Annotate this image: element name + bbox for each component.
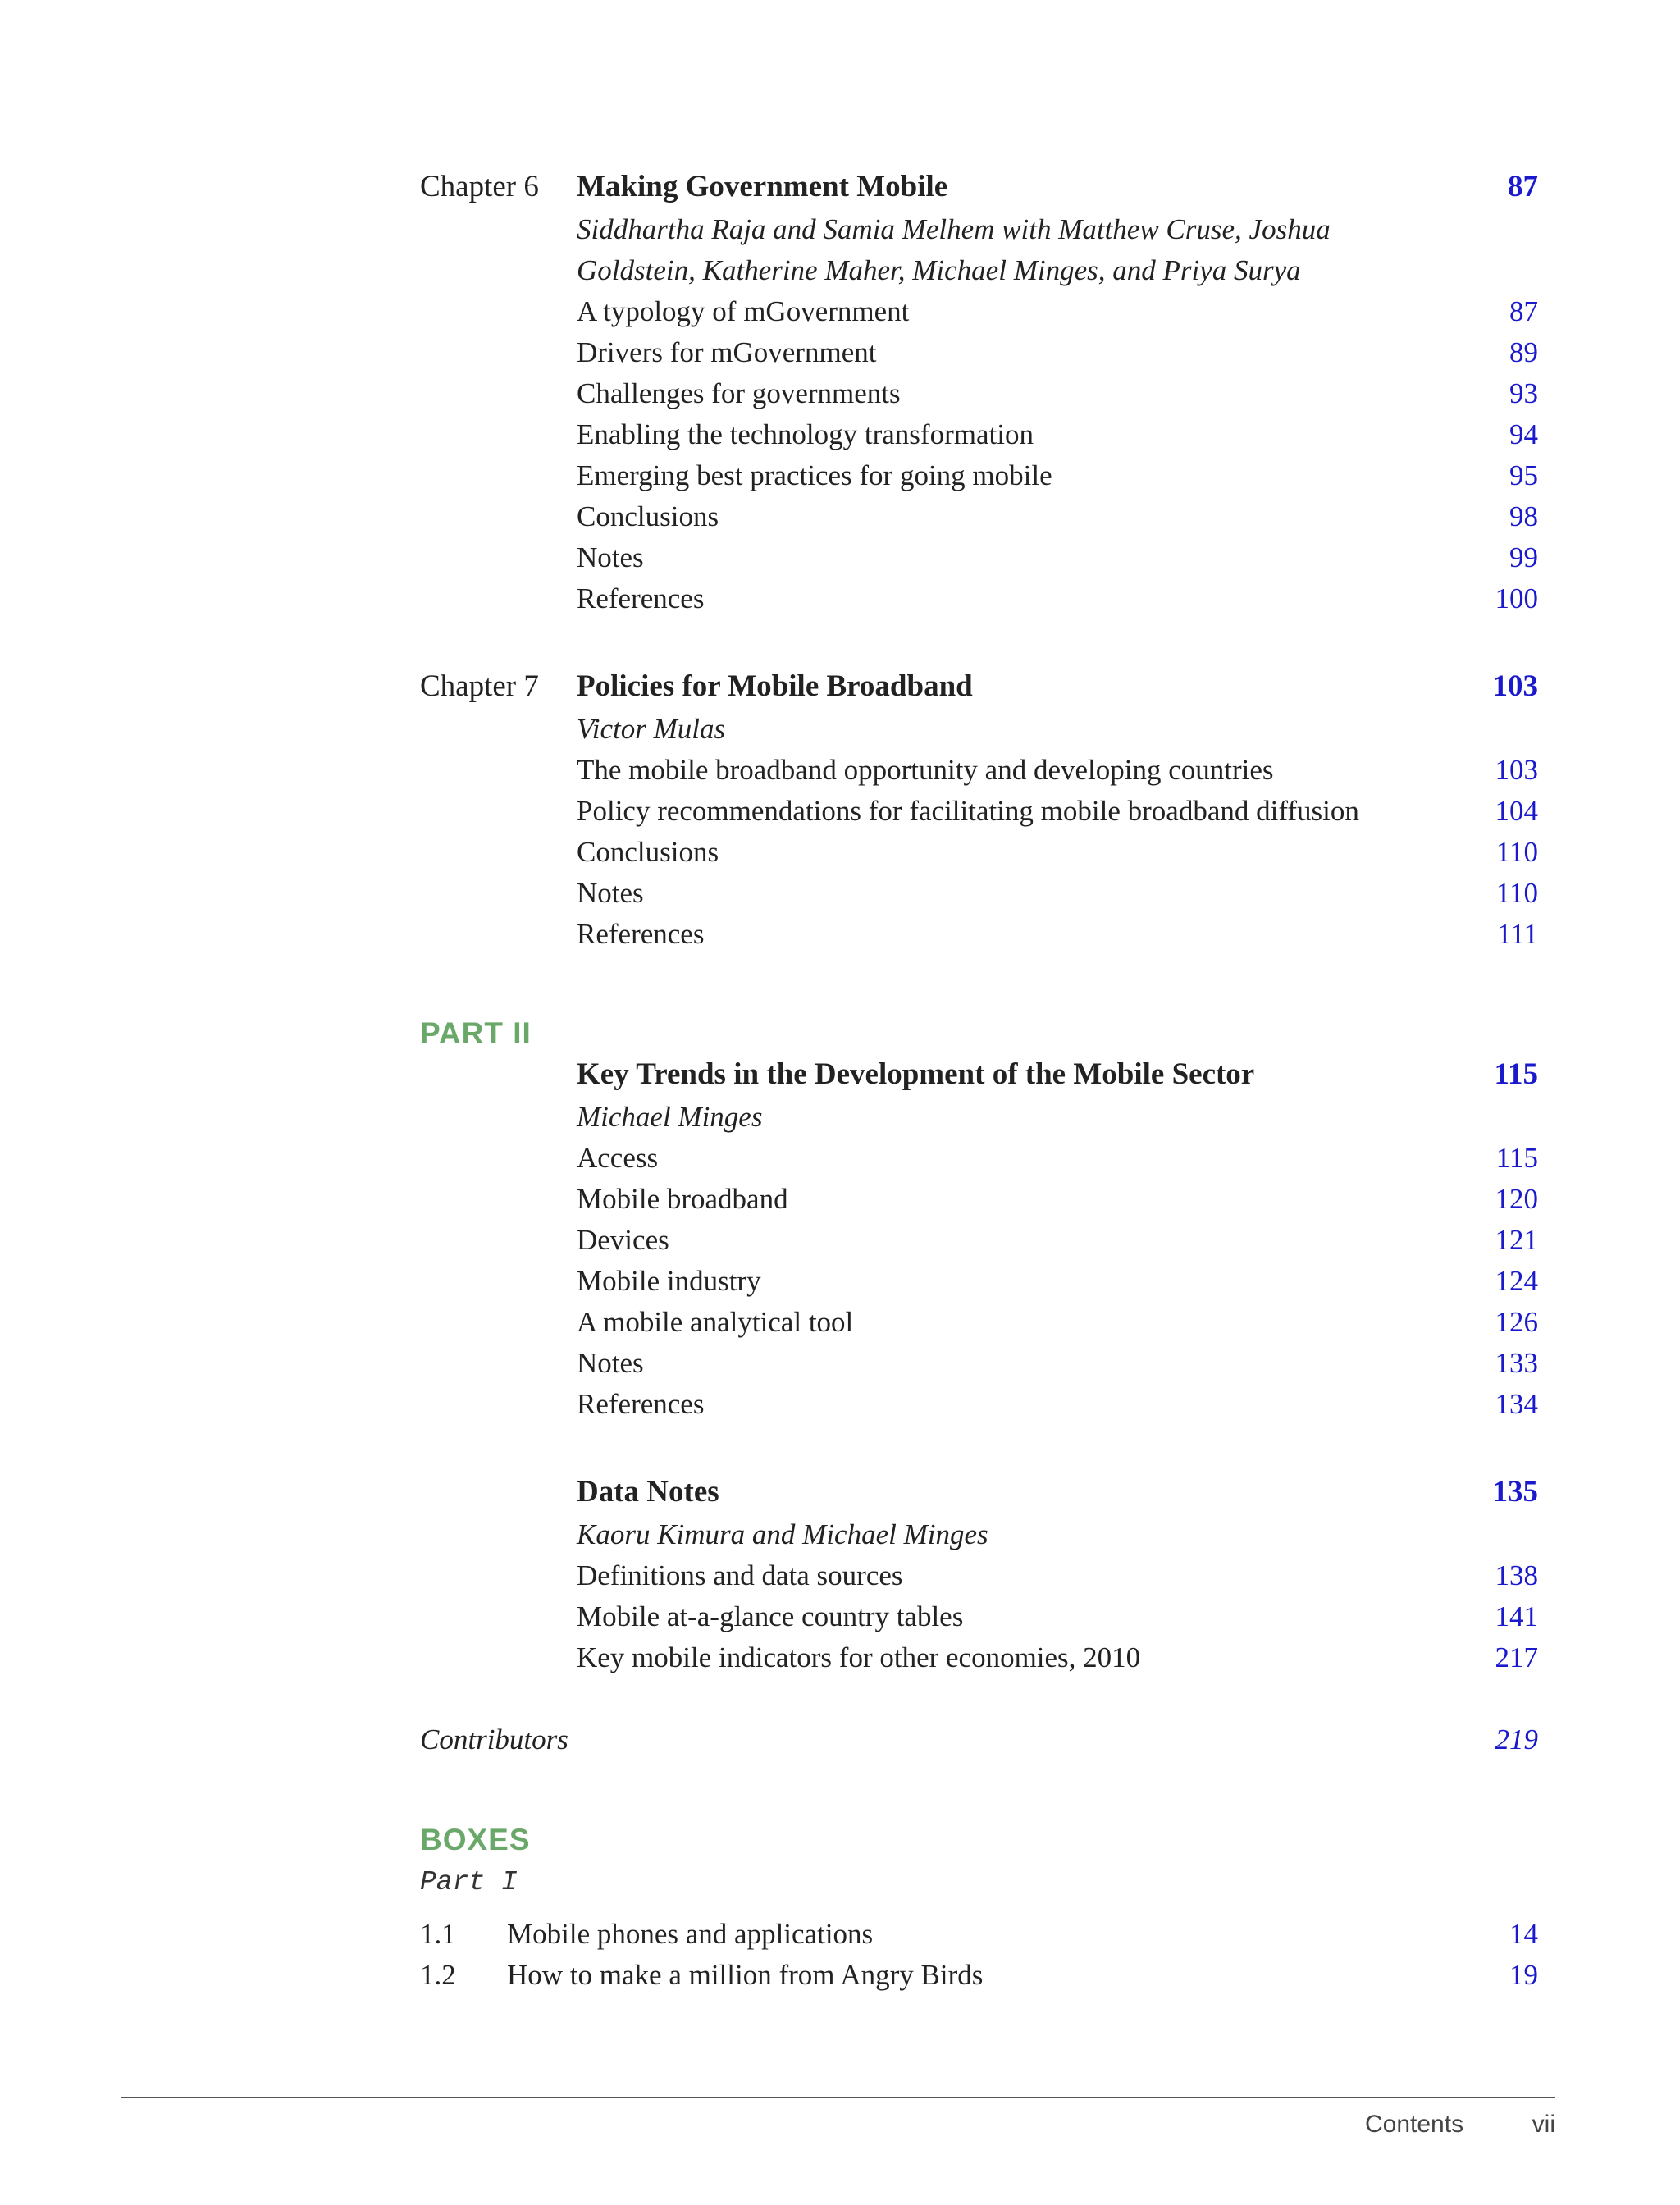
toc-entry[interactable] [0,914,1680,955]
page-number: 98 [1509,500,1538,532]
toc-heading-data-notes[interactable] [0,1472,1680,1513]
entry-title: Notes [577,877,644,909]
page-number: 103 [1492,669,1538,703]
toc-entry[interactable] [0,1302,1680,1343]
entry-title: Mobile phones and applications [507,1918,874,1950]
entry-title: A mobile analytical tool [577,1306,854,1338]
page-number: 93 [1509,377,1538,409]
toc-entry[interactable] [0,1220,1680,1261]
toc-heading-chapter-7[interactable] [0,666,1680,707]
page-number: 134 [1495,1388,1538,1420]
entry-title: How to make a million from Angry Birds [507,1959,984,1991]
page-number: 121 [1495,1224,1538,1256]
chapter-authors [0,250,1680,291]
page-number: 100 [1495,582,1538,614]
page-number: 115 [1494,1057,1538,1091]
entry-title: Mobile industry [577,1265,761,1297]
page-number: 138 [1495,1559,1538,1591]
footer-section-name: Contents [1365,2111,1464,2138]
page-number: 110 [1495,877,1538,909]
page-number: 135 [1492,1475,1538,1509]
toc-entry[interactable] [0,373,1680,414]
toc-entry[interactable] [0,832,1680,873]
toc-entry[interactable] [0,1179,1680,1220]
toc-entry[interactable] [0,1384,1680,1425]
page-number: 111 [1497,918,1538,950]
toc-entry[interactable] [0,332,1680,373]
chapter-authors [0,709,1680,750]
chapter-title: Making Government Mobile [577,170,948,203]
entry-title: A typology of mGovernment [577,295,910,327]
toc-entry[interactable] [0,291,1680,332]
entry-title: Challenges for governments [577,377,901,409]
footer-page-number: vii [1532,2111,1555,2138]
toc-entry[interactable] [0,455,1680,496]
entry-title: Enabling the technology transformation [577,418,1034,450]
entry-title: Drivers for mGovernment [577,336,877,368]
entry-title: Mobile broadband [577,1183,788,1215]
entry-title: Mobile at-a-glance country tables [577,1600,964,1632]
box-number: 1.2 [420,1959,456,1991]
entry-title: Access [577,1142,659,1174]
page-number: 89 [1509,336,1538,368]
chapter-authors [0,209,1680,250]
toc-heading-chapter-6[interactable] [0,167,1680,208]
toc-entry[interactable] [0,1138,1680,1179]
page-number: 87 [1508,170,1538,203]
page-number: 124 [1495,1265,1538,1297]
toc-entry[interactable] [0,791,1680,832]
entry-title: Definitions and data sources [577,1559,903,1591]
boxes-part-label: Part I [420,1867,518,1897]
entry-title: References [577,918,705,950]
author-line: Michael Minges [577,1101,763,1133]
page-number: 99 [1509,541,1538,573]
entry-title: Policy recommendations for facilitating mobile broadband diffusion [577,795,1359,827]
toc-entry[interactable] [0,873,1680,914]
author-line: Victor Mulas [577,713,726,745]
entry-title: Notes [577,1347,644,1379]
page-number: 133 [1495,1347,1538,1379]
part-title: Key Trends in the Development of the Mobile Sector [577,1057,1255,1091]
page-number: 95 [1509,459,1538,491]
page-number: 87 [1509,295,1538,327]
toc-entry[interactable] [0,496,1680,537]
entry-title: The mobile broadband opportunity and developing countries [577,754,1274,786]
toc-entry[interactable] [0,1343,1680,1384]
boxes-heading: BOXES [420,1823,531,1856]
author-line: Kaoru Kimura and Michael Minges [577,1518,988,1550]
box-entry[interactable] [0,1914,1680,1955]
chapter-authors [0,1514,1680,1555]
page-number: 110 [1495,836,1538,868]
page-number: 217 [1495,1641,1538,1673]
entry-title: References [577,582,705,614]
box-entry[interactable] [0,1955,1680,1996]
section-title: Data Notes [577,1475,719,1509]
toc-entry-contributors[interactable] [0,1719,1680,1760]
entry-title: Conclusions [577,836,719,868]
toc-entry[interactable] [0,1596,1680,1637]
chapter-label: Chapter 7 [420,669,539,703]
page-number: 14 [1509,1918,1538,1950]
toc-entry[interactable] [0,537,1680,578]
footer-rule [121,2097,1555,2098]
page-number: 19 [1509,1959,1538,1991]
page-number: 126 [1495,1306,1538,1338]
page-number: 104 [1495,795,1538,827]
author-line: Siddhartha Raja and Samia Melhem with Matthew Cruse, Joshua [577,213,1331,245]
box-number: 1.1 [420,1918,456,1950]
entry-title: Devices [577,1224,669,1256]
toc-entry[interactable] [0,750,1680,791]
entry-title: Contributors [420,1723,568,1755]
part-heading: PART II [420,1016,532,1050]
page-number: 141 [1495,1600,1538,1632]
page-number: 219 [1495,1723,1538,1755]
toc-entry[interactable] [0,1261,1680,1302]
entry-title: References [577,1388,705,1420]
author-line: Goldstein, Katherine Maher, Michael Minges, and Priya Surya [577,254,1301,286]
page-number: 94 [1509,418,1538,450]
page-number: 103 [1495,754,1538,786]
page-number: 115 [1495,1142,1538,1174]
page-number: 120 [1495,1183,1538,1215]
toc-entry[interactable] [0,1555,1680,1596]
toc-entry[interactable] [0,578,1680,619]
entry-title: Conclusions [577,500,719,532]
toc-heading-part-2[interactable] [0,1054,1680,1095]
chapter-title: Policies for Mobile Broadband [577,669,973,703]
entry-title: Notes [577,541,644,573]
toc-entry[interactable] [0,414,1680,455]
entry-title: Emerging best practices for going mobile [577,459,1052,491]
entry-title: Key mobile indicators for other economies, 2010 [577,1641,1141,1673]
chapter-authors [0,1097,1680,1138]
chapter-label: Chapter 6 [420,170,539,203]
toc-entry[interactable] [0,1637,1680,1678]
